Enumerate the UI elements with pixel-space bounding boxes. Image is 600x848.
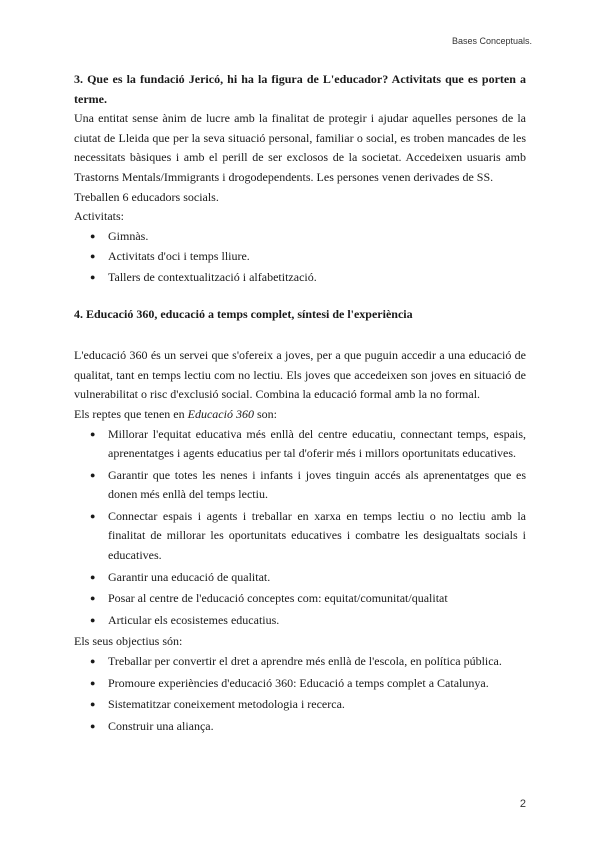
list-item: ● Promoure experiències d'educació 360: Educació a temps complet a Catalunya. bbox=[108, 674, 526, 694]
section-3-educators: Treballen 6 educadors socials. bbox=[74, 189, 219, 204]
section-4-title: 4. Educació 360, educació a temps complet, síntesi de l'experiència bbox=[74, 306, 413, 321]
list-item: ● Activitats d'oci i temps lliure. bbox=[108, 247, 526, 267]
list-item: ● Garantir que totes les nenes i infants i joves tinguin accés als aprenentatges que es donen més enllà del temps lectiu. bbox=[108, 466, 526, 505]
objectives-list bbox=[74, 652, 526, 736]
document-body bbox=[74, 70, 526, 738]
challenges-list bbox=[74, 425, 526, 631]
challenges-prefix: Els reptes que tenen en bbox=[74, 406, 188, 421]
list-item: ● Construir una aliança. bbox=[108, 717, 526, 737]
section-4-paragraph: L'educació 360 és un servei que s'ofereix a joves, per a que puguin accedir a una educació de qualitat, tant en temps lectiu com no lectiu. Els joves que accedeixen son joves en situació de vulnerabilitat o risc d'exclusió social. Combina la educació formal amb la no formal. bbox=[74, 348, 526, 402]
list-item: ● Articular els ecosistemes educatius. bbox=[108, 611, 526, 631]
list-item: ● Posar al centre de l'educació conceptes com: equitat/comunitat/qualitat bbox=[108, 589, 526, 609]
list-item: ● Tallers de contextualització i alfabetització. bbox=[108, 268, 526, 288]
list-item: ● Connectar espais i agents i treballar en xarxa en temps lectiu o no lectiu amb la finalitat de millorar les oportunitats educatives i combatre les desigualtats socials i educatives. bbox=[108, 507, 526, 566]
challenges-label bbox=[74, 405, 526, 425]
section-3-paragraph: Una entitat sense ànim de lucre amb la finalitat de protegir i ajudar aquelles persones de la ciutat de Lleida que per la seva situació personal, familiar o social, es troben mancades de les necessitats bàsiques i amb el perill de ser exclosos de la societat. Accedeixen usuaris amb Trastorns Mentals/Immigrants i drogodependents. Les persones venen derivades de SS. bbox=[74, 111, 526, 184]
section-3-title: 3. Que es la fundació Jericó, hi ha la figura de L'educador? Activitats que es porten a terme. bbox=[74, 72, 526, 106]
activities-list bbox=[74, 227, 526, 288]
challenges-italic: Educació 360 bbox=[187, 406, 254, 421]
page-header: Bases Conceptuals. bbox=[451, 36, 532, 46]
challenges-suffix: son: bbox=[253, 406, 277, 421]
page-number: 2 bbox=[519, 798, 526, 810]
list-item: ● Treballar per convertir el dret a aprendre més enllà de l'escola, en política pública. bbox=[108, 652, 526, 672]
activities-label: Activitats: bbox=[74, 209, 124, 224]
list-item: ● Garantir una educació de qualitat. bbox=[108, 568, 526, 588]
list-item: ● Sistematitzar coneixement metodologia i recerca. bbox=[108, 695, 526, 715]
list-item: ● Millorar l'equitat educativa més enllà del centre educatiu, connectant temps, espais, aprenentatges i agents educatius per tal d'oferir més i millors oportunitats educatives. bbox=[108, 425, 526, 464]
list-item: ● Gimnàs. bbox=[108, 227, 526, 247]
objectives-label: Els seus objectius són: bbox=[74, 634, 183, 649]
